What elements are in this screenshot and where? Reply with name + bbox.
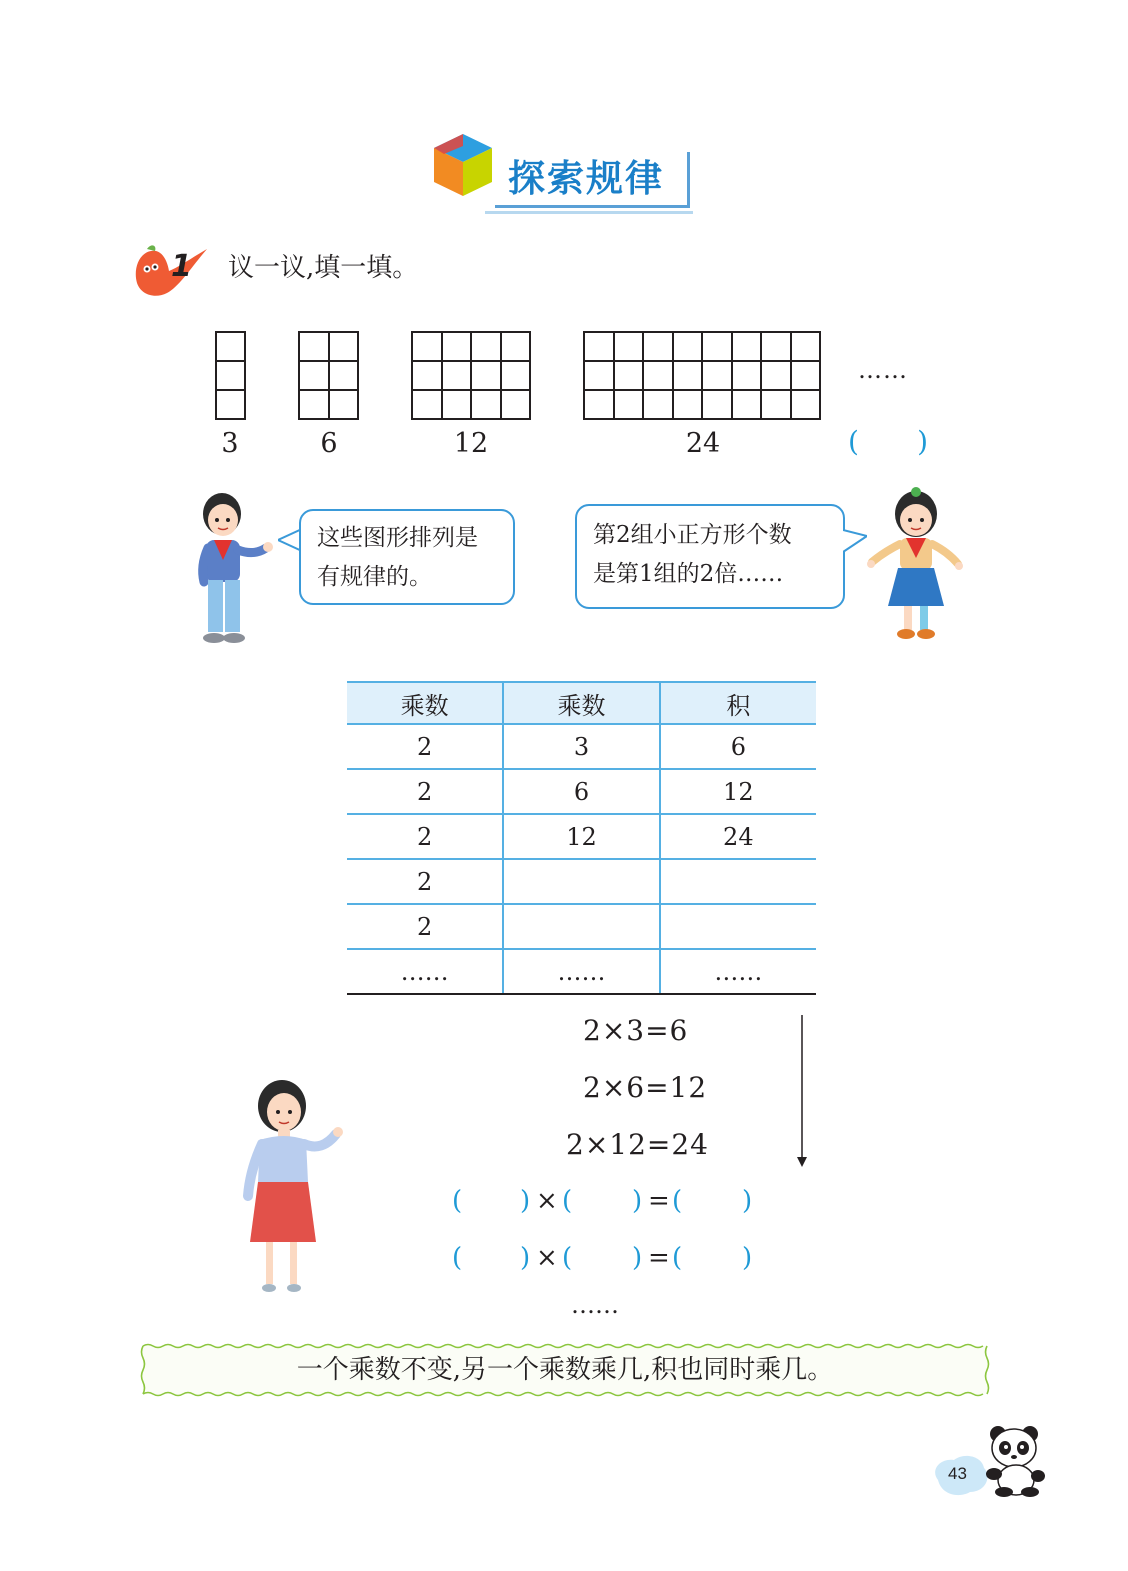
girl-character-illustration xyxy=(866,484,964,646)
table-blank-cell[interactable] xyxy=(660,859,816,904)
figure-label: 6 xyxy=(320,428,338,459)
down-arrow-icon xyxy=(796,1015,808,1167)
equation-line: 2×3=6 xyxy=(583,1014,689,1047)
multiplication-table xyxy=(347,681,816,995)
column-header: 乘数 xyxy=(347,682,503,724)
table-blank-cell[interactable] xyxy=(660,904,816,949)
table-row xyxy=(347,724,816,769)
table-cell: …… xyxy=(660,949,816,994)
figure-label: 24 xyxy=(685,428,721,459)
table-cell: 2 xyxy=(347,859,503,904)
grid-figure-12 xyxy=(411,331,531,420)
section-title xyxy=(430,130,700,215)
conclusion-box xyxy=(140,1343,990,1397)
page-number: 43 xyxy=(948,1464,967,1483)
table-cell: 2 xyxy=(347,769,503,814)
teacher-character-illustration xyxy=(238,1078,348,1296)
table-row xyxy=(347,814,816,859)
table-row xyxy=(347,949,816,994)
table-header-row xyxy=(347,682,816,724)
grid-figure-6 xyxy=(298,331,359,420)
table-cell: 6 xyxy=(503,769,659,814)
question-number-badge xyxy=(133,243,211,299)
table-cell: 2 xyxy=(347,814,503,859)
blank-equation-row: ( ) × ( ) = ( ) xyxy=(452,1243,753,1273)
girl-speech-bubble: 第2组小正方形个数 是第1组的2倍…… xyxy=(575,504,845,609)
table-cell: …… xyxy=(503,949,659,994)
table-cell: 2 xyxy=(347,724,503,769)
table-cell: 12 xyxy=(660,769,816,814)
figure-ellipsis: …… xyxy=(858,356,908,384)
figure-label: 12 xyxy=(453,428,489,459)
column-header: 积 xyxy=(660,682,816,724)
table-row xyxy=(347,859,816,904)
speech-bubble-tail xyxy=(843,528,867,556)
boy-character-illustration xyxy=(192,490,280,648)
cube-icon xyxy=(430,130,496,200)
figure-answer-blank[interactable]: ( ) xyxy=(848,425,928,458)
blank-equation-row: ( ) × ( ) = ( ) xyxy=(452,1186,753,1216)
figure-label: 3 xyxy=(221,428,239,459)
table-cell: 6 xyxy=(660,724,816,769)
table-cell: 2 xyxy=(347,904,503,949)
column-header: 乘数 xyxy=(503,682,659,724)
panda-icon xyxy=(982,1424,1046,1498)
grid-figure-24 xyxy=(583,331,821,420)
table-blank-cell[interactable] xyxy=(503,859,659,904)
table-cell: 24 xyxy=(660,814,816,859)
table-cell: 3 xyxy=(503,724,659,769)
question-instruction: 议一议,填一填。 xyxy=(228,253,419,283)
equation-line: 2×12=24 xyxy=(566,1128,709,1161)
table-cell: …… xyxy=(347,949,503,994)
table-blank-cell[interactable] xyxy=(503,904,659,949)
conclusion-text: 一个乘数不变,另一个乘数乘几,积也同时乘几。 xyxy=(296,1355,834,1385)
table-cell: 12 xyxy=(503,814,659,859)
question-number: 1 xyxy=(171,249,192,284)
equation-line: 2×6=12 xyxy=(583,1071,708,1104)
boy-speech-bubble: 这些图形排列是 有规律的。 xyxy=(299,509,515,605)
page-title: 探索规律 xyxy=(508,157,664,200)
equation-ellipsis: …… xyxy=(571,1291,619,1319)
table-row xyxy=(347,769,816,814)
table-row xyxy=(347,904,816,949)
grid-figure-3 xyxy=(215,331,246,420)
